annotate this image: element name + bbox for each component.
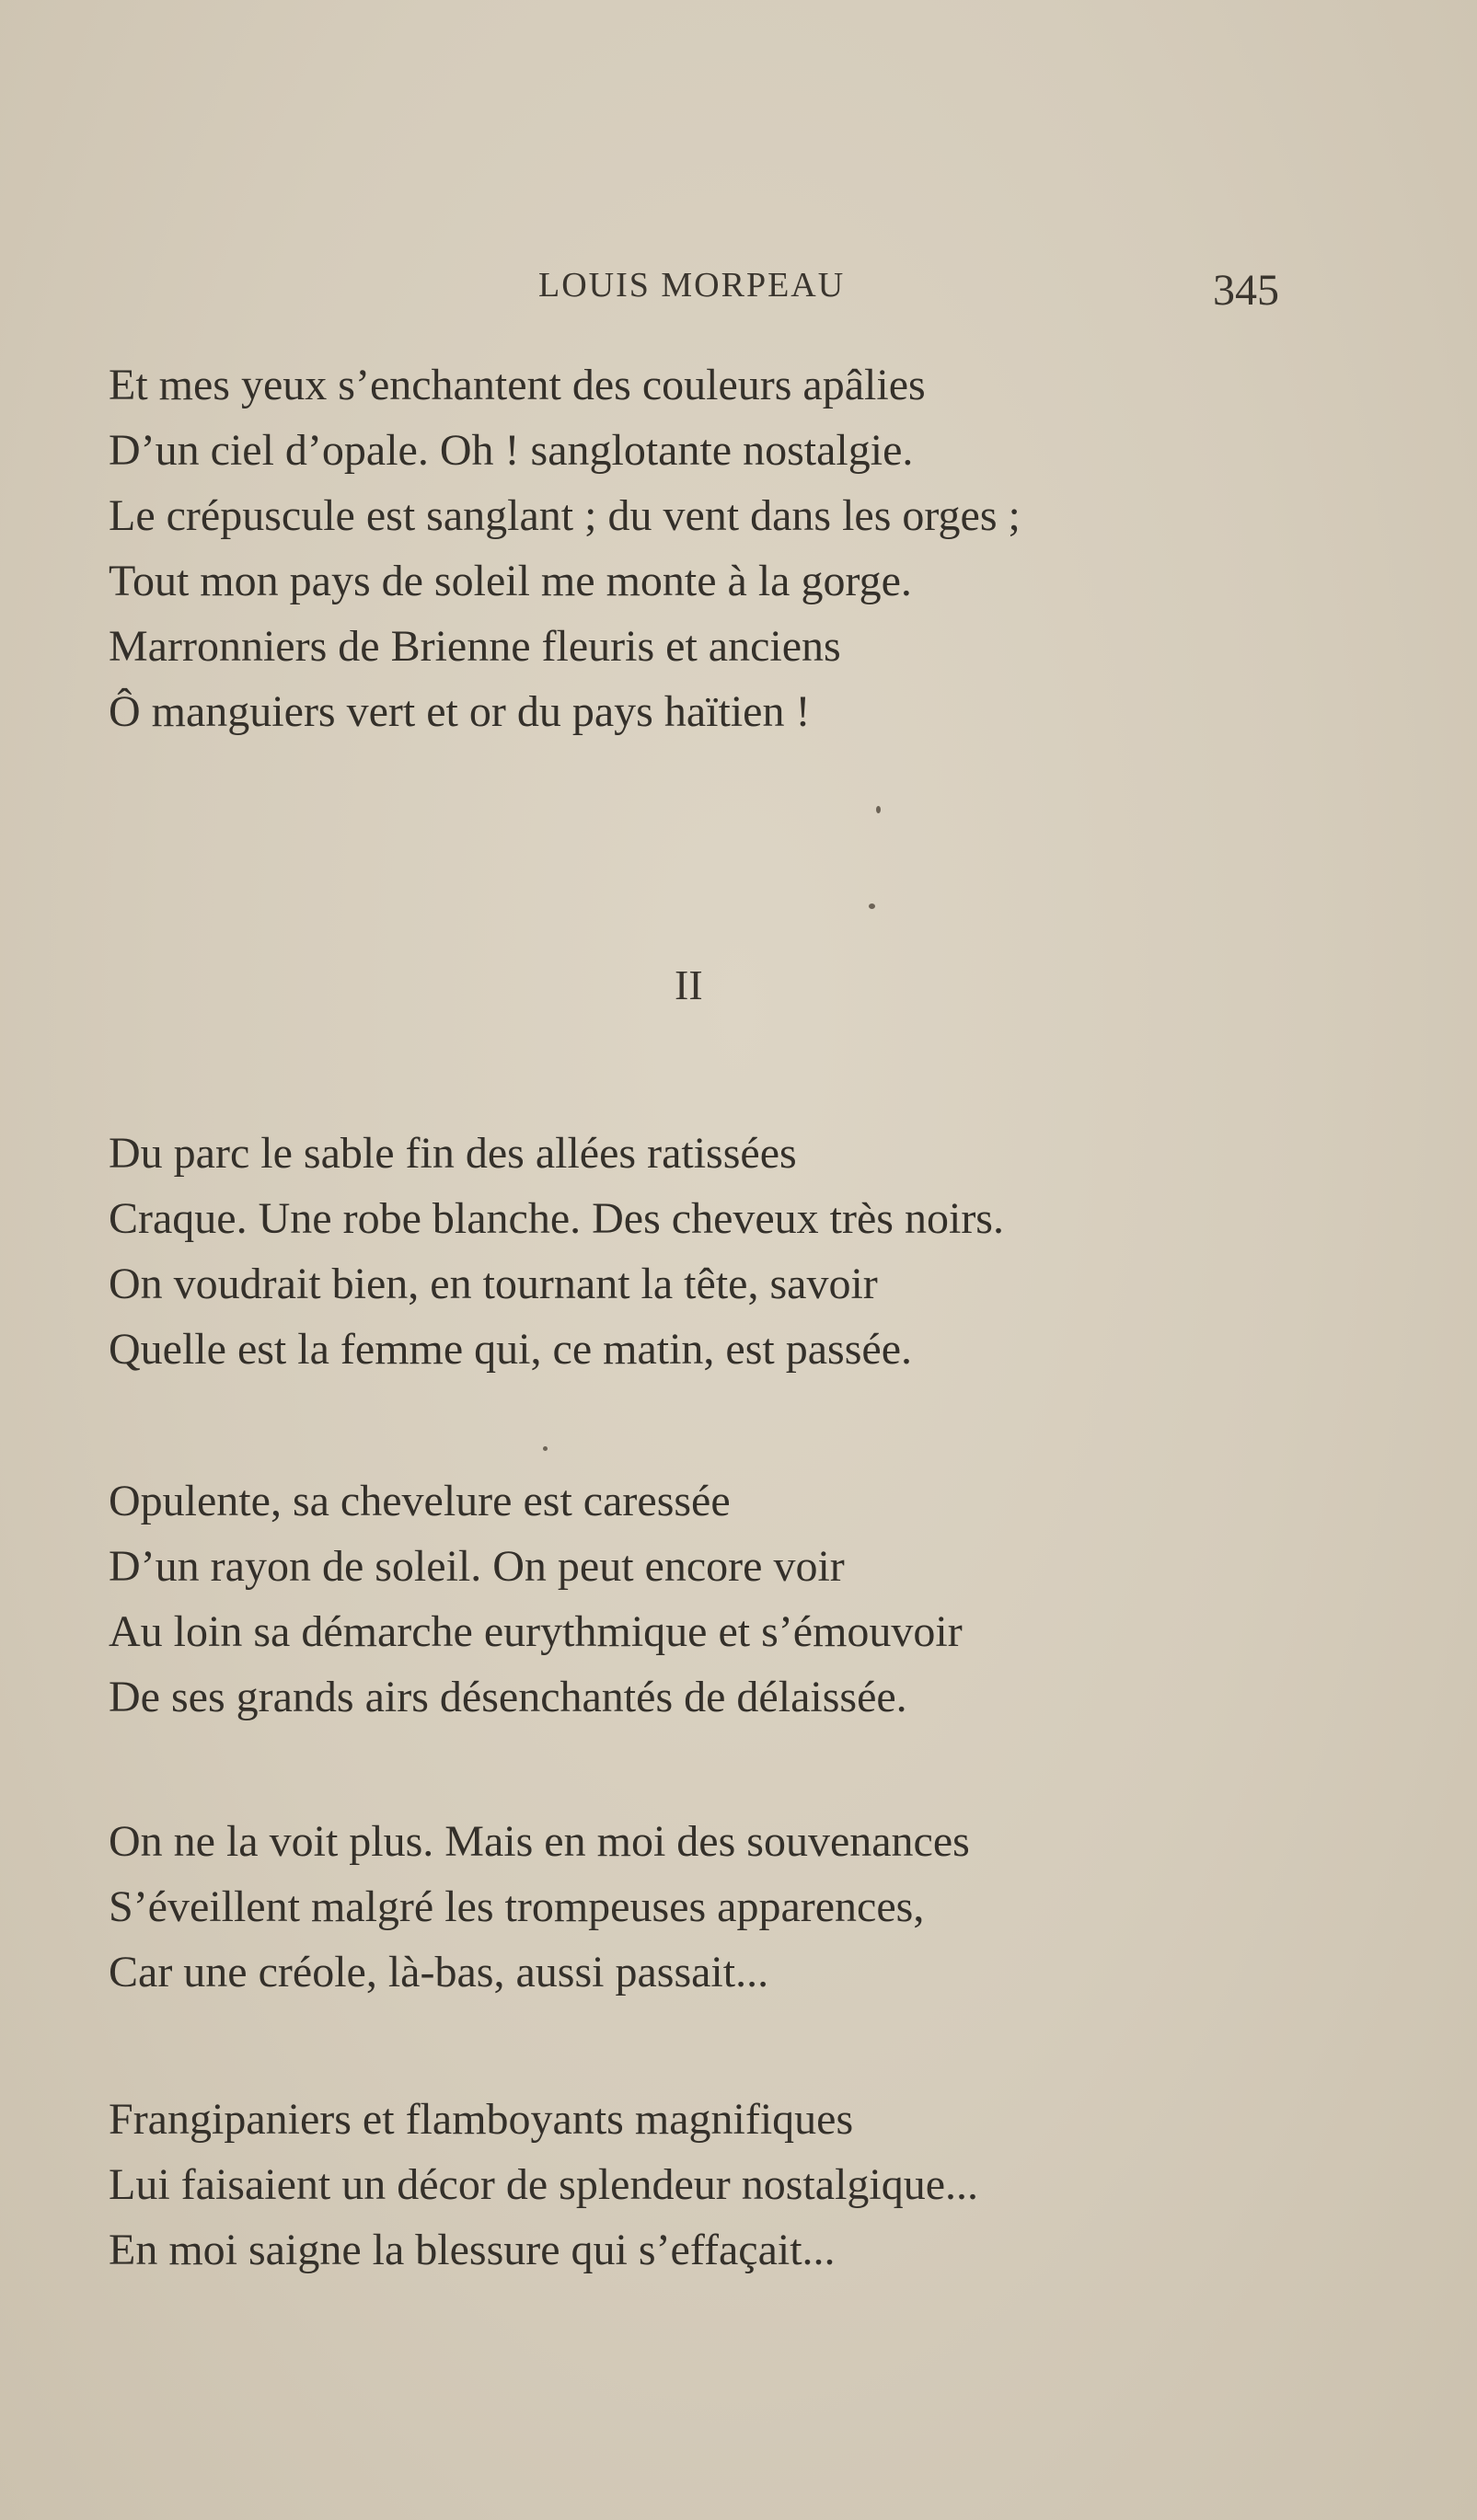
verse-line: Tout mon pays de soleil me monte à la gorge. [109, 557, 912, 605]
stanza-5 [109, 2087, 978, 2283]
verse-line: Opulente, sa chevelure est caressée [109, 1477, 731, 1525]
verse-line: Du parc le sable fin des allées ratissées [109, 1129, 797, 1178]
verse-line: Car une créole, là-bas, aussi passait... [109, 1948, 769, 1996]
stanza-1 [109, 352, 1021, 744]
verse-line: De ses grands airs désenchantés de délaissée. [109, 1673, 907, 1721]
verse-line: Le crépuscule est sanglant ; du vent dans les orges ; [109, 491, 1021, 540]
section-numeral: II [675, 961, 703, 1008]
verse-line: Craque. Une robe blanche. Des cheveux très noirs. [109, 1194, 1004, 1243]
verse-line: Au loin sa démarche eurythmique et s’émouvoir [109, 1607, 963, 1656]
verse-line: En moi saigne la blessure qui s’effaçait... [109, 2226, 836, 2274]
verse-line: S’éveillent malgré les trompeuses apparences, [109, 1882, 925, 1931]
verse-line: Quelle est la femme qui, ce matin, est passée. [109, 1325, 913, 1374]
verse-line: Ô manguiers vert et or du pays haïtien ! [109, 687, 811, 736]
stanza-3 [109, 1468, 963, 1730]
paper-speck [543, 1446, 548, 1451]
verse-line: On ne la voit plus. Mais en moi des souvenances [109, 1817, 970, 1866]
running-head-author: LOUIS MORPEAU [538, 266, 846, 305]
verse-line: Et mes yeux s’enchantent des couleurs apâlies [109, 361, 926, 409]
paper-speck [869, 903, 875, 909]
page-number: 345 [1213, 266, 1279, 315]
verse-line: Marronniers de Brienne fleuris et anciens [109, 622, 841, 671]
verse-line: D’un rayon de soleil. On peut encore voir [109, 1542, 845, 1591]
verse-line: D’un ciel d’opale. Oh ! sanglotante nostalgie. [109, 426, 914, 475]
verse-line: On voudrait bien, en tournant la tête, savoir [109, 1260, 878, 1308]
stanza-4 [109, 1809, 970, 2005]
verse-line: Frangipaniers et flamboyants magnifiques [109, 2095, 854, 2144]
stanza-2 [109, 1121, 1004, 1382]
paper-speck [876, 806, 881, 813]
verse-line: Lui faisaient un décor de splendeur nostalgique... [109, 2160, 979, 2209]
